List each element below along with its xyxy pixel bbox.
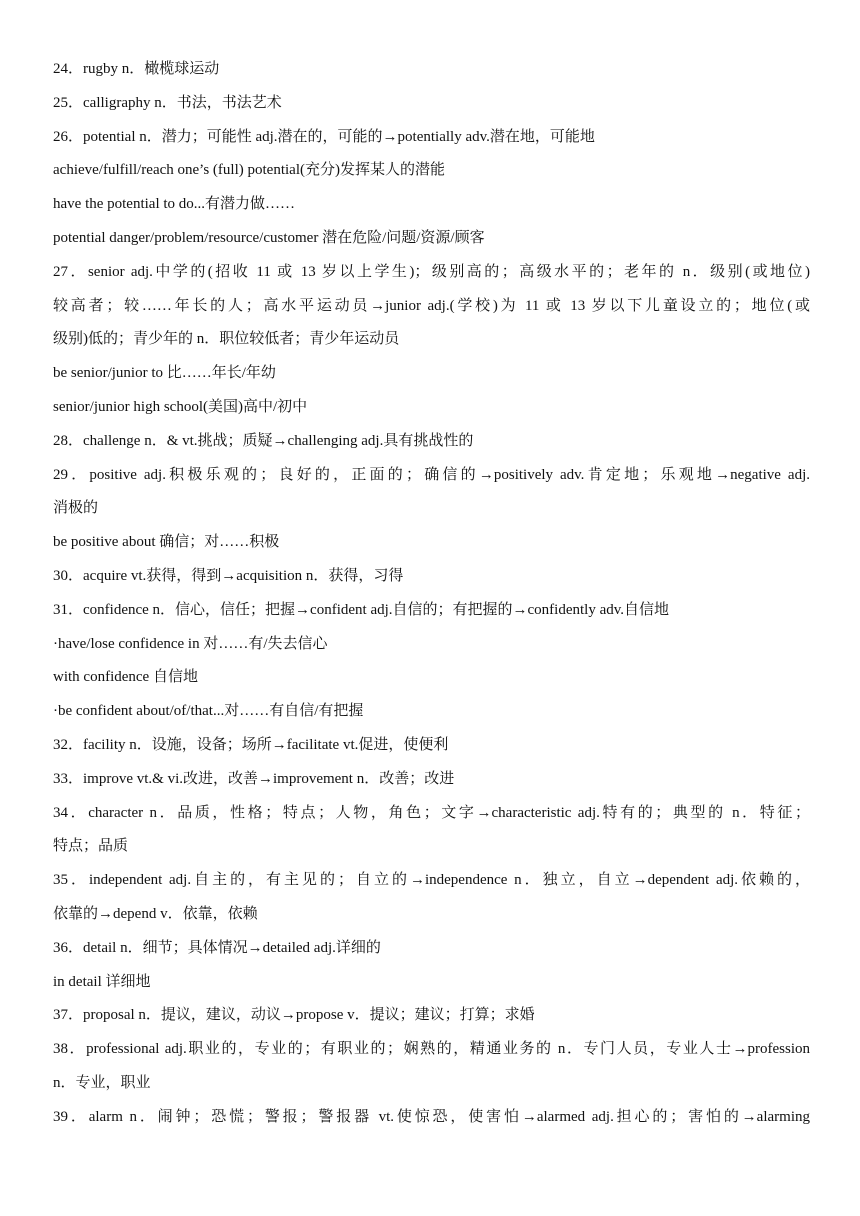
text-line: 34．character n．品质，性格；特点；人物，角色；文字→characteristic adj.特有的；典型的 n．特征； (53, 804, 810, 821)
text-line: 35．independent adj.自主的，有主见的；自立的→independence n．独立，自立→dependent adj.依赖的， (53, 872, 810, 889)
text-line: 38．professional adj.职业的，专业的；有职业的；娴熟的，精通业务的 n．专门人员，专业人士→profession (53, 1041, 810, 1058)
text-line: n．专业，职业 (53, 1074, 151, 1091)
text-line: have the potential to do...有潜力做…… (53, 196, 296, 213)
text-line: be positive about 确信；对……积极 (53, 534, 280, 551)
text-line: 30．acquire vt.获得，得到→acquisition n．获得，习得 (53, 567, 404, 584)
text-line: 26．potential n．潜力；可能性 adj.潜在的，可能的→potentially adv.潜在地，可能地 (53, 128, 595, 145)
text-line: ·have/lose confidence in 对……有/失去信心 (53, 635, 328, 652)
text-line: in detail 详细地 (53, 973, 151, 990)
text-line: 消极的 (53, 500, 99, 517)
text-line: achieve/fulfill/reach one’s (full) potential(充分)发挥某人的潜能 (53, 162, 445, 179)
text-line: 级别)低的；青少年的 n．职位较低者；青少年运动员 (53, 331, 400, 348)
vocabulary-list (53, 53, 810, 1135)
text-line: 37．proposal n．提议，建议，动议→propose v．提议；建议；打算；求婚 (53, 1007, 535, 1024)
text-line: 27．senior adj.中学的(招收 11 或 13 岁以上学生)；级别高的；高级水平的；老年的 n．级别(或地位) (53, 263, 810, 280)
text-line: 39．alarm n．闹钟；恐慌；警报；警报器 vt.使惊恐，使害怕→alarmed adj.担心的；害怕的→alarming (53, 1108, 810, 1125)
text-line: potential danger/problem/resource/customer 潜在危险/问题/资源/顾客 (53, 229, 485, 246)
text-line: ·be confident about/of/that...对……有自信/有把握 (53, 703, 364, 720)
text-line: 31．confidence n．信心，信任；把握→confident adj.自信的；有把握的→confidently adv.自信地 (53, 601, 670, 618)
text-line: with confidence 自信地 (53, 669, 198, 686)
text-line: 25．calligraphy n．书法，书法艺术 (53, 94, 282, 111)
text-line: 36．detail n．细节；具体情况→detailed adj.详细的 (53, 939, 381, 956)
text-line: 24．rugby n．橄榄球运动 (53, 61, 220, 77)
text-line: 依靠的→depend v．依靠，依赖 (53, 905, 258, 922)
text-line: 32．facility n．设施，设备；场所→facilitate vt.促进，使便利 (53, 736, 449, 753)
text-line: senior/junior high school(美国)高中/初中 (53, 398, 308, 415)
text-line: 33．improve vt.& vi.改进，改善→improvement n．改善；改进 (53, 770, 455, 787)
text-line: 较高者；较……年长的人；高水平运动员→junior adj.(学校)为 11 或 13 岁以下儿童设立的；地位(或 (53, 297, 810, 314)
text-line: be senior/junior to 比……年长/年幼 (53, 365, 276, 382)
text-line: 28．challenge n．& vt.挑战；质疑→challenging adj.具有挑战性的 (53, 432, 474, 449)
text-line: 特点；品质 (53, 838, 129, 855)
text-line: 29．positive adj.积极乐观的；良好的，正面的；确信的→positively adv.肯定地；乐观地→negative adj. (53, 466, 810, 483)
